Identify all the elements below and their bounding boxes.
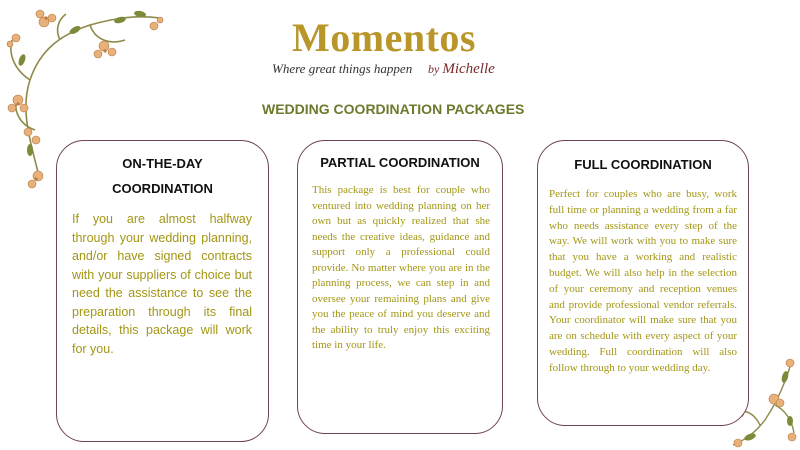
brand-tagline: Where great things happen: [272, 61, 413, 76]
brand-signature-name: Michelle: [442, 61, 495, 77]
package-title: PARTIAL COORDINATION: [320, 155, 480, 170]
brand-title: Momentos: [292, 15, 476, 60]
brand-signature: [428, 60, 495, 78]
page-heading: WEDDING COORDINATION PACKAGES: [262, 101, 525, 117]
package-description: If you are almost halfway through your wedding planning, and/or have signed contracts with your suppliers of choice but need the assistance to see the preparation through its final details, this package will work for you.: [72, 212, 252, 356]
brand-by-word: by: [428, 62, 440, 76]
package-card-partial: [297, 140, 503, 434]
package-title: ON-THE-DAY COORDINATION: [112, 156, 213, 196]
package-description: This package is best for couple who ventured into wedding planning on her own but as quickly realized that she needs the creative ideas, guidance and support only a professional could provide. No matter where you are in the planning process, we can step in and oversee your remaining plans and give you the peace of mind you deserve and the ability to truly enjoy this exciting time in your life.: [312, 184, 490, 351]
package-title: FULL COORDINATION: [574, 157, 712, 172]
package-card-full: [537, 140, 749, 426]
package-card-on-the-day: [56, 140, 269, 442]
package-description: Perfect for couples who are busy, work full time or planning a wedding from a far who needs assistance every step of the way. We will work with you to make sure that you have a working and realistic budget. We will also help in the selection of your ceremony and reception venues and provide professional vendor referrals. Your coordinator will make sure that you are on schedule with every aspect of your wedding. Full coordination will also follow through to your wedding day.: [549, 188, 737, 374]
